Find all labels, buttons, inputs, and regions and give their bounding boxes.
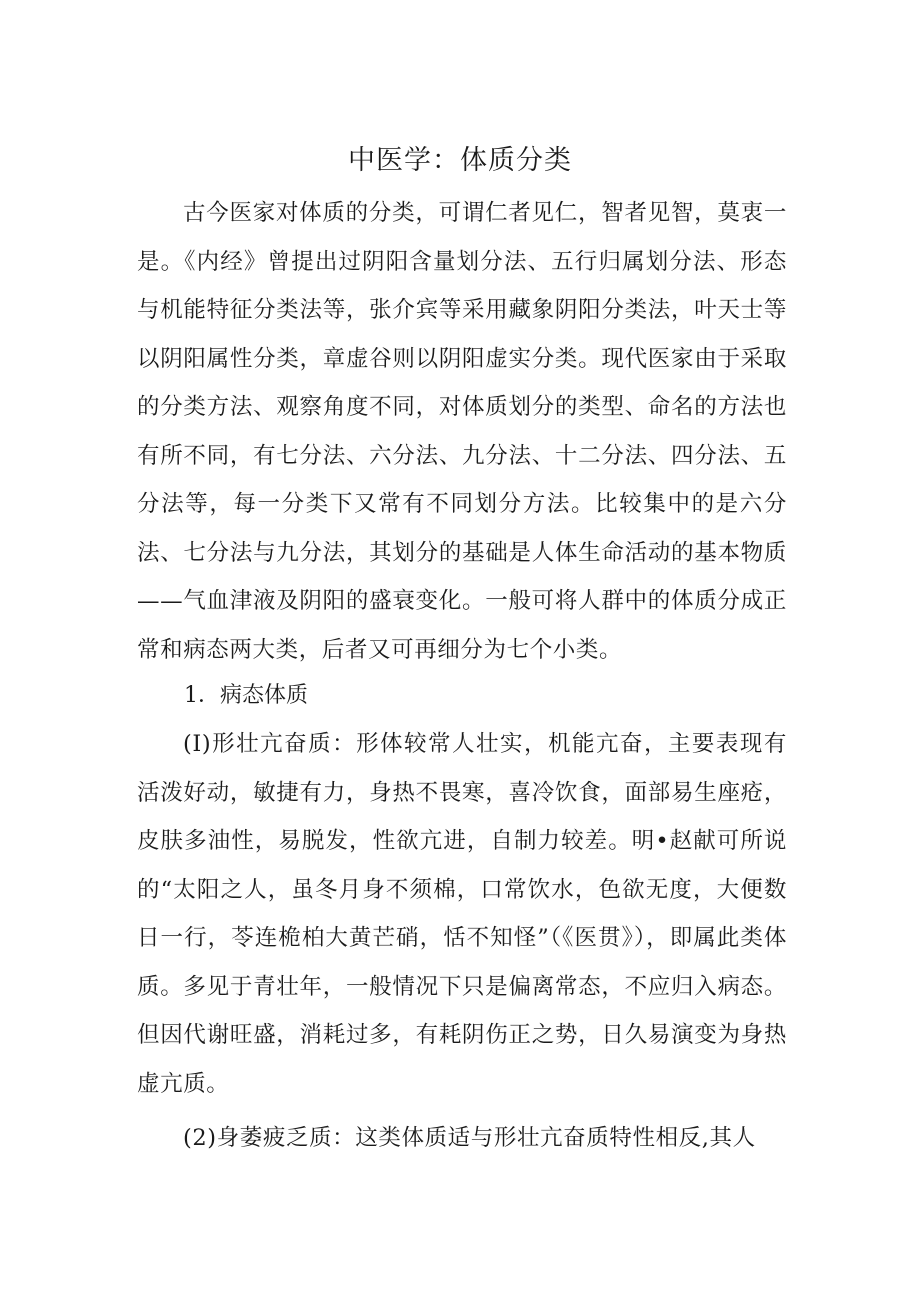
item-2-paragraph: (2)身萎疲乏质：这类体质适与形壮亢奋质特性相反,其人 [183,1125,756,1151]
document-title: 中医学：体质分类 [348,145,572,176]
item-1-paragraph: (I)形壮亢奋质：形体较常人壮实，机能亢奋，主要表现有活泼好动，敏捷有力，身热不畏寒，喜冷饮食，面部易生座疮，皮肤多油性，易脱发，性欲亢进，自制力较差。明•赵献可所说的“太阳之人，虽冬月身不须棉，口常饮水，色欲无度，大便数日一行，苓连桅柏大黄芒硝，恬不知怪”（《医贯》），即属此类体质。多见于青壮年，一般情况下只是偏离常态，不应归入病态。但因代谢旺盛，消耗过多，有耗阴伤正之势，日久易演变为身热虚亢质。 [137,731,787,1097]
intro-paragraph: 古今医家对体质的分类，可谓仁者见仁，智者见智，莫衷一是。《内经》曾提出过阴阳含量划分法、五行归属划分法、形态与机能特征分类法等，张介宾等采用藏象阴阳分类法，叶天士等以阴阳属性分类，章虚谷则以阴阳虚实分类。现代医家由于采取的分类方法、观察角度不同，对体质划分的类型、命名的方法也有所不同，有七分法、六分法、九分法、十二分法、四分法、五分法等，每一分类下又常有不同划分方法。比较集中的是六分法、七分法与九分法，其划分的基础是人体生命活动的基本物质——气血津液及阴阳的盛衰变化。一般可将人群中的体质分成正常和病态两大类，后者又可再细分为七个小类。 [137,200,787,663]
section-heading: 1．病态体质 [184,683,308,708]
